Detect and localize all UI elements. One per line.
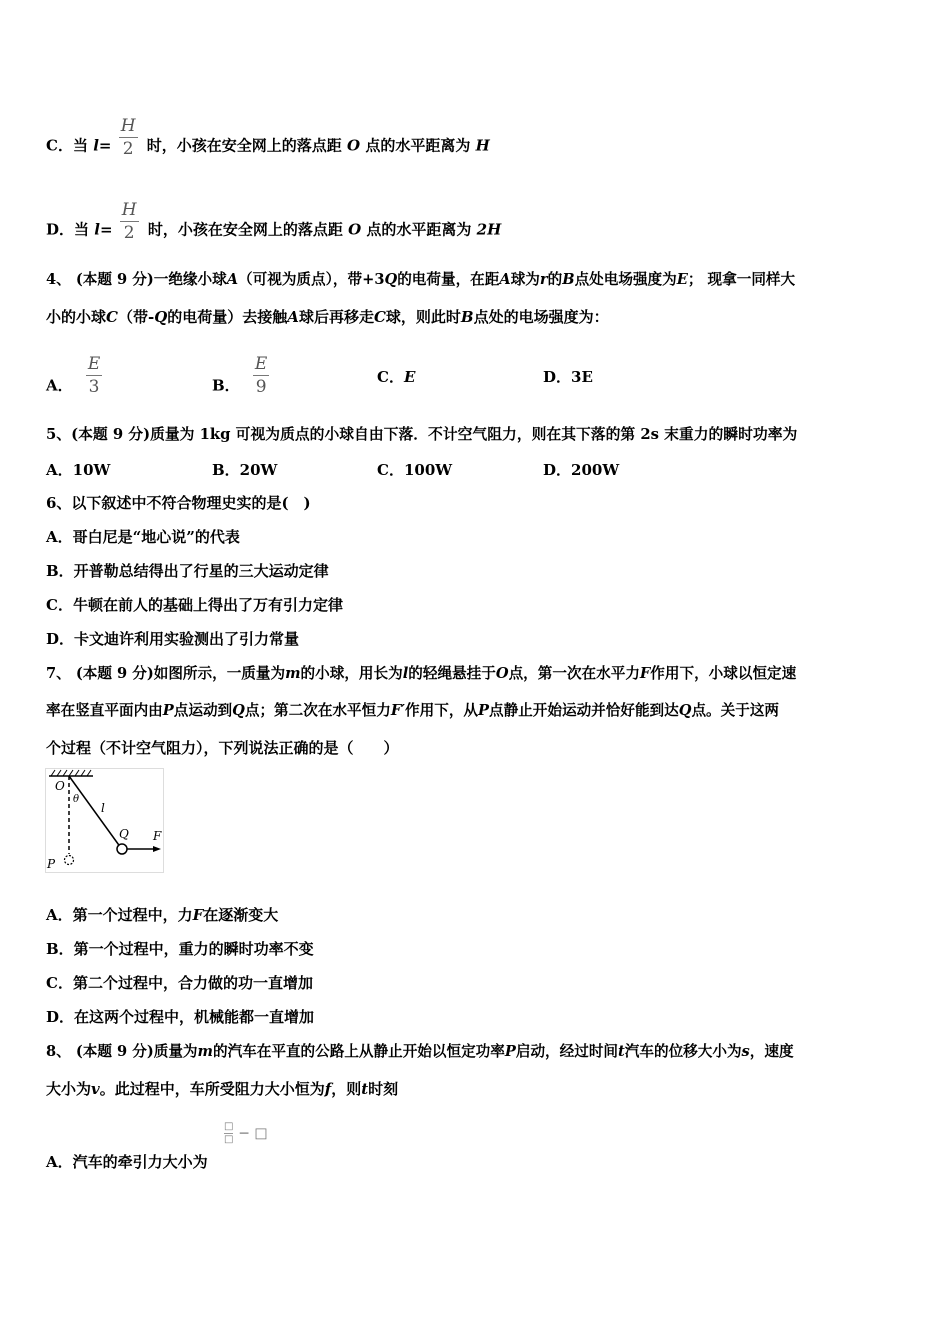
numerator: E — [254, 354, 268, 374]
t: 启动，经过时间 — [515, 1043, 619, 1060]
numerator: □ — [224, 1121, 234, 1132]
var: P — [478, 702, 489, 719]
t: ； 现拿一同样大 — [687, 271, 796, 288]
text: 时，小孩在安全网上的落点距 — [146, 136, 342, 155]
t: 4、 (本题 9 分)一绝缘小球 — [46, 271, 227, 288]
var: Q — [154, 308, 168, 326]
fraction-e-over-9 — [253, 355, 269, 396]
q4-option-a — [46, 354, 106, 407]
var: B — [460, 308, 474, 326]
numerator: E — [87, 354, 101, 374]
q8-option-a: A．汽车的牵引力大小为 — [46, 1153, 208, 1171]
var: t — [361, 1080, 369, 1098]
var: P — [162, 702, 174, 719]
t: 小的小球 — [46, 308, 107, 326]
t: ，则 — [331, 1080, 362, 1098]
t: ，速度 — [749, 1043, 794, 1060]
formula-rest: − □ — [238, 1125, 268, 1142]
fraction-bar — [86, 375, 102, 376]
value: 3E — [571, 368, 593, 386]
q6-option-a: A．哥白尼是“地心说”的代表 — [46, 528, 240, 546]
q3-option-c — [46, 116, 490, 167]
label-l: l — [101, 801, 105, 815]
t: 8、 (本题 9 分)质量为 — [46, 1043, 198, 1060]
t: 的小球，用长为 — [300, 665, 403, 682]
fraction-h-over-2 — [119, 117, 138, 158]
q8-option-a-formula — [224, 1122, 268, 1145]
q4-option-c — [377, 366, 415, 387]
var: A — [287, 308, 299, 326]
t: 的汽车在平直的公路上从静止开始以恒定功率 — [212, 1043, 505, 1060]
t: 7、 (本题 9 分)如图所示，一质量为 — [46, 665, 286, 682]
var: m — [197, 1043, 213, 1060]
var: O — [495, 665, 509, 682]
denominator: 3 — [88, 377, 100, 397]
q5-option-a: A．10W — [46, 461, 111, 479]
text2: 点的水平距离为 — [365, 136, 471, 155]
var: t — [618, 1043, 625, 1060]
label: B． — [212, 376, 240, 395]
t: 率在竖直平面内由 — [46, 702, 163, 719]
q7-option-d: D．在这两个过程中，机械能都一直增加 — [46, 1008, 315, 1026]
var: s — [741, 1043, 750, 1060]
ceiling-hatch — [49, 770, 93, 776]
force-arrowhead — [153, 846, 161, 852]
label: C．当 — [46, 136, 88, 155]
t: 。此过程中，车所受阻力大小恒为 — [99, 1080, 325, 1098]
t: 点。关于这两 — [691, 702, 780, 719]
label: C． — [377, 368, 404, 386]
t: 点，第一次在水平力 — [508, 665, 640, 682]
q6-option-c: C．牛顿在前人的基础上得出了万有引力定律 — [46, 596, 343, 614]
q6-option-d: D．卡文迪许利用实验测出了引力常量 — [46, 630, 300, 648]
var: P — [504, 1043, 516, 1060]
var: A — [499, 271, 511, 288]
label-q: Q — [119, 827, 129, 841]
var: r — [539, 271, 548, 288]
var: l — [402, 665, 409, 682]
var: F — [192, 906, 204, 924]
value: E — [403, 368, 416, 386]
var: B — [562, 271, 575, 288]
q5-option-d: D．200W — [543, 461, 620, 479]
q4-stem-line2 — [46, 307, 609, 327]
var: Q — [232, 702, 245, 719]
t: 大小为 — [46, 1080, 92, 1098]
t: 点；第二次在水平恒力 — [244, 702, 391, 719]
label-p: P — [47, 857, 56, 871]
pendulum-figure — [45, 768, 165, 874]
q6-stem: 6、以下叙述中不符合物理史实的是( ) — [46, 494, 311, 512]
t: 作用下，从 — [405, 702, 479, 719]
q7-option-b: B．第一个过程中，重力的瞬时功率不变 — [46, 940, 314, 958]
equals: = — [99, 220, 113, 239]
var: C — [373, 308, 386, 326]
q5-stem: 5、(本题 9 分)质量为 1kg 可视为质点的小球自由下落．不计空气阻力，则在其下落的第 2s 末重力的瞬时功率为 — [46, 426, 798, 443]
q7-option-c: C．第二个过程中，合力做的功一直增加 — [46, 974, 313, 992]
t: 在逐渐变大 — [203, 906, 279, 924]
q8-stem-line1 — [46, 1042, 794, 1062]
numerator: H — [121, 200, 137, 220]
denominator: 2 — [123, 223, 135, 243]
q7-stem-line2 — [46, 701, 779, 721]
point-o: O — [348, 220, 362, 239]
t: A．第一个过程中，力 — [46, 906, 193, 924]
t: 点处的电场强度为： — [473, 308, 609, 326]
answer: 2H — [476, 220, 502, 239]
label-o: O — [55, 779, 65, 793]
t: 球，则此时 — [385, 308, 461, 326]
denominator: 2 — [122, 139, 134, 159]
point-o: O — [347, 136, 361, 155]
q4-option-b — [212, 354, 273, 407]
var: F′ — [390, 702, 406, 719]
t: 的轻绳悬挂于 — [408, 665, 496, 682]
fraction-e-over-3 — [86, 355, 102, 396]
q4-stem-line1 — [46, 270, 795, 290]
fraction-bar — [120, 221, 139, 222]
equals: = — [98, 136, 112, 155]
var: F — [639, 665, 651, 682]
q6-option-b: B．开普勒总结得出了行星的三大运动定律 — [46, 562, 329, 580]
t: 时刻 — [368, 1080, 399, 1098]
label: A． — [46, 376, 73, 395]
q4-option-d — [543, 366, 593, 387]
q7-stem-line1 — [46, 664, 796, 684]
q8-stem-line2 — [46, 1079, 398, 1099]
t: 的电荷量，在距 — [397, 271, 500, 288]
var-l: l — [94, 220, 100, 239]
q3-option-d — [46, 200, 502, 251]
var-l: l — [93, 136, 99, 155]
q5-option-b: B．20W — [212, 461, 278, 479]
label-theta: θ — [73, 794, 80, 805]
text2: 点的水平距离为 — [366, 220, 472, 239]
q7-option-a — [46, 905, 278, 925]
denominator: □ — [224, 1134, 234, 1145]
label-f: F — [153, 829, 162, 843]
t: 球为 — [510, 271, 540, 288]
denominator: 9 — [255, 377, 267, 397]
var: A — [226, 271, 239, 288]
t: （带- — [117, 308, 155, 326]
numerator: H — [120, 116, 136, 136]
q5-option-c: C．100W — [377, 461, 453, 479]
label: D．当 — [46, 220, 90, 239]
t: 点运动到 — [173, 702, 233, 719]
var: E — [676, 271, 688, 288]
text: 时，小孩在安全网上的落点距 — [147, 220, 343, 239]
ball-p — [65, 856, 74, 865]
t: 点处电场强度为 — [574, 271, 677, 288]
fraction-bar — [253, 375, 269, 376]
q7-stem-line3: 个过程（不计空气阻力），下列说法正确的是（ ） — [46, 739, 399, 757]
t: （可视为质点），带+3 — [238, 271, 385, 288]
ball-q — [117, 844, 127, 854]
var: Q — [384, 271, 398, 288]
label: D． — [543, 368, 572, 386]
var: f — [324, 1080, 332, 1098]
fraction-bar — [119, 137, 138, 138]
t: 作用下，小球以恒定速 — [650, 665, 797, 682]
var: v — [91, 1080, 100, 1098]
t: 球后再移走 — [298, 308, 374, 326]
var: m — [285, 665, 301, 682]
t: 的 — [547, 271, 563, 288]
fraction-h-over-2 — [120, 201, 139, 242]
t: 点静止开始运动并恰好能到达 — [489, 702, 679, 719]
t: 的电荷量）去接触 — [167, 308, 288, 326]
t: 汽车的位移大小为 — [624, 1043, 742, 1060]
formula-fraction — [224, 1122, 233, 1145]
answer: H — [475, 136, 490, 155]
var: Q — [678, 702, 692, 719]
string — [69, 776, 121, 848]
var: C — [106, 308, 118, 326]
